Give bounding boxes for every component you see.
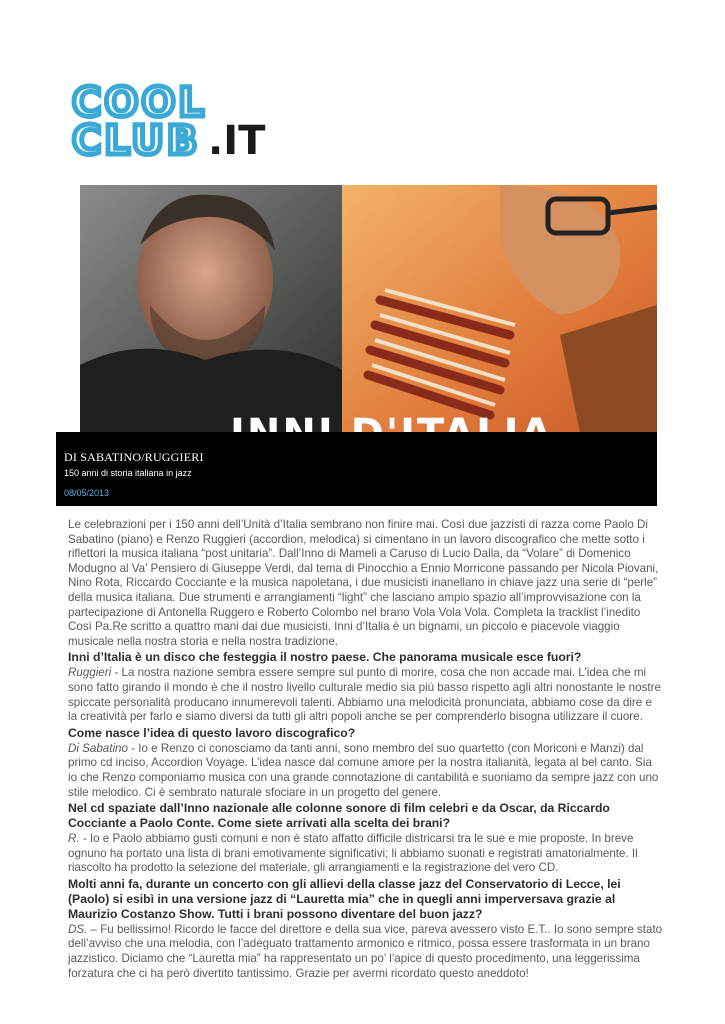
logo-line2: CLUB (72, 118, 201, 164)
artist-title: DI SABATINO/RUGGIERI (64, 450, 204, 464)
answer-3-text: - Io e Paolo abbiamo gusti comuni e non è stato affatto difficile districarsi tra le sue e mie proposte. In breve ognuno ha portato una lista di brani emotivamente significativi; li abbiamo suonati e registrati amatorialmente. Il riascolto ha prodotto la selezione del materiale, gli arrangiamenti e la registrazione del vero CD. (68, 832, 638, 875)
article-subtitle: 150 anni di storia italiana in jazz (64, 468, 192, 478)
question-3: Nel cd spaziate dall’Inno nazionale alle colonne sonore di film celebri e da Oscar, da Riccardo Cocciante a Paolo Conte. Come siete arrivati alla scelta dei brani? (68, 801, 610, 831)
answer-3 (68, 832, 664, 876)
intro-paragraph: Le celebrazioni per i 150 anni dell’Unità d’Italia sembrano non finire mai. Così due jazzisti di razza come Paolo Di Sabatino (piano) e Renzo Ruggieri (accordion, melodica) si cimentano in un lavoro discografico che mette sotto i riflettori la musica italiana “post unitaria”. Dall’Inno di Mameli a Caruso di Lucio Dalla, da “Volare” di Domenico Modugno al Va’ Pensiero di Giuseppe Verdi, dal tema di Pinocchio a Ennio Morricone passando per Nicola Piovani, Nino Rota, Riccardo Cocciante e la musica napoletana, i due musicisti inanellano in chiave jazz una serie di “perle” della musica italiana. Due strumenti e arrangiamenti “light” che lasciano ampio spazio all’improvvisazione con la partecipazione di Antonella Ruggero e Roberto Colombo nel brano Vola Vola Vola. Completa la tracklist l’inedito Così Pa.Re scritto a quattro mani dai due musicisti. Inni d’Italia è un bignami, un piccolo e piacevole viaggio musicale nella nostra storia e nella nostra tradizione. (68, 518, 659, 648)
answer-4 (68, 923, 664, 981)
question-4: Molti anni fa, durante un concerto con gli allievi della classe jazz del Conservatorio di Lecce, lei (Paolo) si esibì in una versione jazz di “Lauretta mia” che in quegli anni imperversava grazie al Maurizio Costanzo Show. Tutti i brani possono diventare del buon jazz? (68, 876, 621, 921)
speaker-1: Ruggieri (68, 666, 112, 680)
answer-2 (68, 742, 664, 800)
question-2: Come nasce l’idea di questo lavoro discografico? (68, 725, 356, 740)
logo-line1: COOL (72, 80, 207, 126)
answer-1-text: - La nostra nazione sembra essere sempre sul punto di morire, cosa che non accade mai. L’idea che mi sono fatto girando il mondo è che il nostro livello culturale medio sia più basso rispetto agli altri nonostante le nostre spiccate personalità producano innumerevoli talenti. Abbiamo una melodicità pronunciata, abbiamo cose da dire e la creatività per farlo e siamo diversi da tutti gli altri popoli anche se per comprenderlo bisogna utilizzare il cuore. (68, 666, 661, 724)
publish-date: 08/05/2013 (64, 488, 110, 498)
speaker-2: Di Sabatino (68, 741, 128, 755)
coolclub-logo[interactable] (72, 82, 272, 162)
answer-4-text: – Fu bellissimo! Ricordo le facce del direttore e della sua vice, pareva avessero visto E.T.. Io sono sempre stato dell’avviso che una melodia, con l’adeguato trattamento armonico e ritmico, possa essere trasformata in un brano jazzistico. Diciamo che “Lauretta mia” ha rappresentato un po’ l’apice di questo procedimento, una leggerissima forzatura che ci ha però divertito tantissimo. Grazie per avermi ricordato questo aneddoto! (68, 922, 663, 980)
speaker-3: R. (68, 832, 80, 846)
speaker-4: DS. (68, 922, 88, 936)
answer-1 (68, 666, 664, 724)
article-header-banner (56, 432, 657, 506)
answer-2-text: - Io e Renzo ci conosciamo da tanti anni, sono membro del suo quartetto (con Moriconi e Manzi) dal primo cd inciso, Accordion Voyage. L’idea nasce dal comune amore per la nostra italianità, legata al bel canto. Sia io che Renzo componiamo musica con una grande connotazione di cantabilità e suoniamo da sempre jazz con uno stile melodico. Ci è sembrato naturale sfociare in un progetto del genere. (68, 741, 659, 799)
hero-image (80, 185, 657, 433)
logo-suffix: .IT (208, 118, 266, 164)
question-1: Inni d’Italia è un disco che festeggia il nostro paese. Che panorama musicale esce fuori? (68, 650, 582, 665)
article-body (68, 518, 664, 982)
